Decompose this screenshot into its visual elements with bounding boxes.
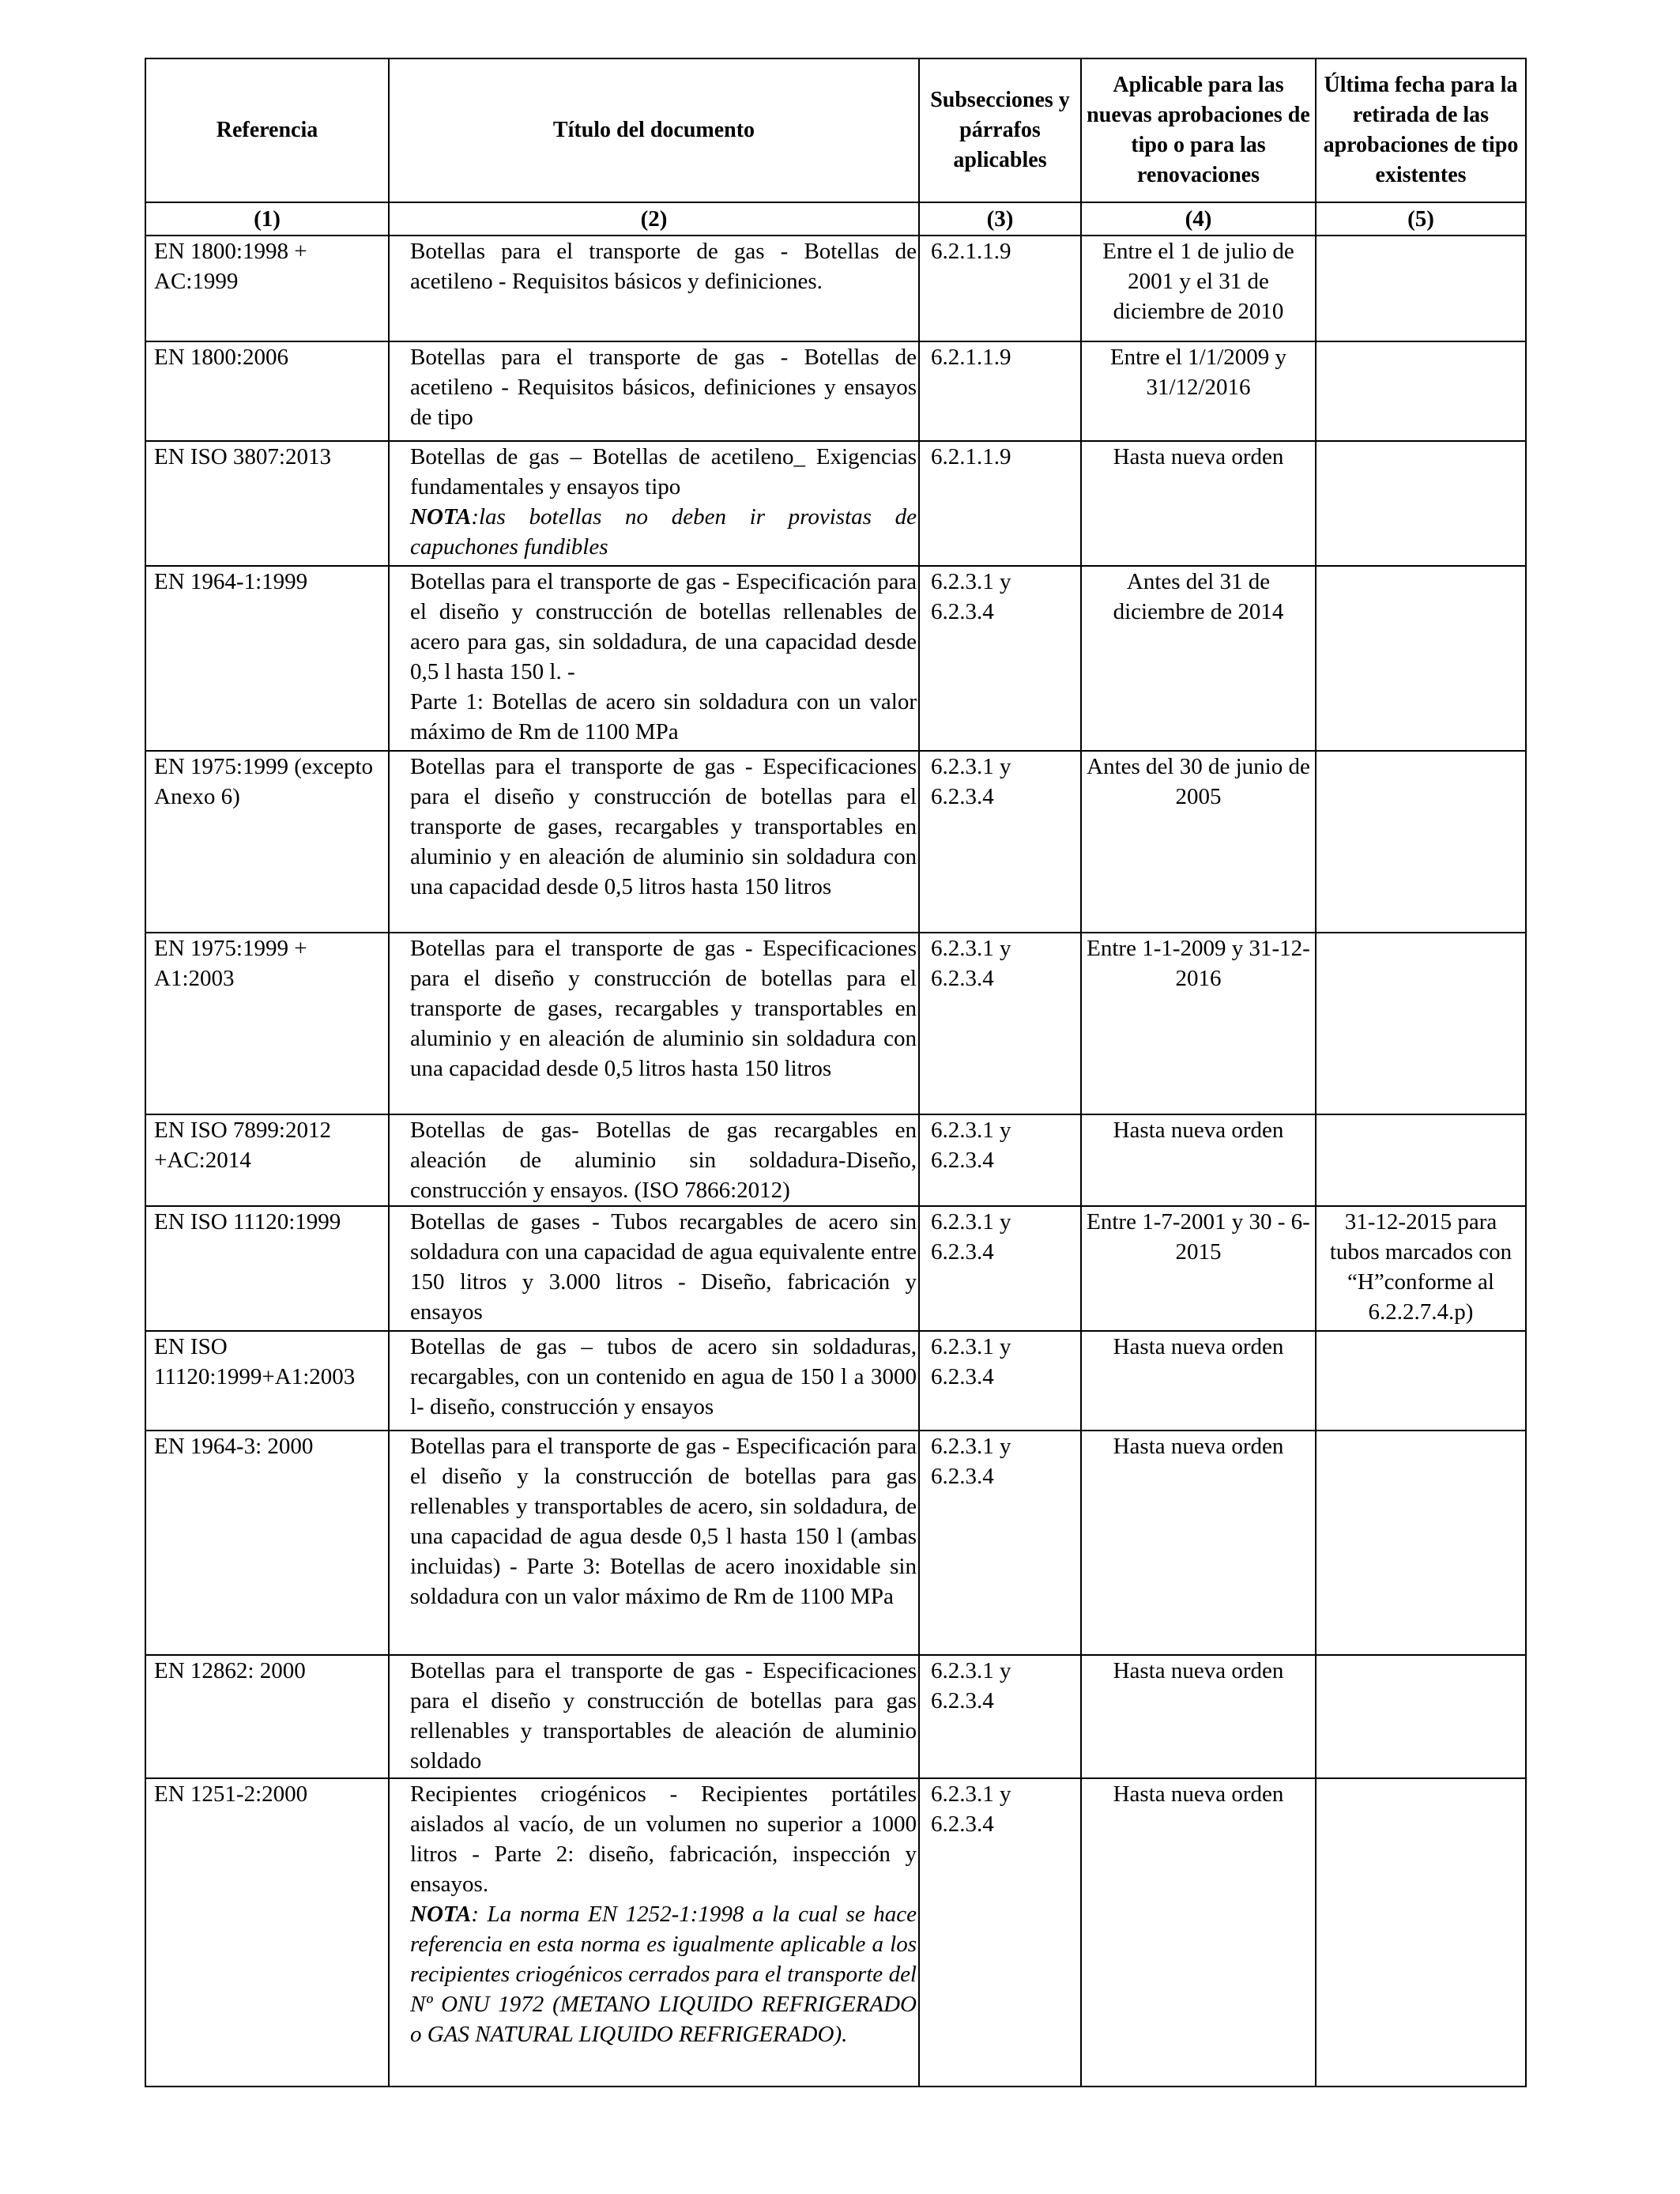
applicable-cell: Hasta nueva orden [1081,1431,1316,1655]
reference-cell: EN ISO 7899:2012 +AC:2014 [145,1114,389,1206]
reference-cell: EN 1964-1:1999 [145,566,389,751]
subsection-cell: 6.2.3.1 y 6.2.3.4 [919,751,1081,933]
applicable-cell: Entre el 1/1/2009 y 31/12/2016 [1081,341,1316,441]
column-number-row [145,202,1526,236]
applicable-cell: Hasta nueva orden [1081,1655,1316,1778]
applicable-cell: Entre el 1 de julio de 2001 y el 31 de diciembre de 2010 [1081,236,1316,341]
title-cell: Botellas de gas- Botellas de gas recargables en aleación de aluminio sin soldadura-Diseño, construcción y ensayos. (ISO 7866:2012) [389,1114,919,1206]
subsection-cell: 6.2.1.1.9 [919,236,1081,341]
header-row [145,58,1526,202]
withdrawal-cell [1316,1114,1526,1206]
note-label: NOTA [410,1902,472,1927]
subsection-cell: 6.2.3.1 y 6.2.3.4 [919,1331,1081,1431]
reference-cell: EN 1964-3: 2000 [145,1431,389,1655]
title-part-text: Parte 1: Botellas de acero sin soldadura con un valor máximo de Rm de 1100 MPa [410,689,917,745]
table-row [145,1206,1526,1331]
subsection-cell: 6.2.3.1 y 6.2.3.4 [919,1431,1081,1655]
subsection-cell: 6.2.3.1 y 6.2.3.4 [919,1655,1081,1778]
withdrawal-cell [1316,751,1526,933]
table-row [145,1778,1526,2087]
title-cell: Botellas para el transporte de gas - Botellas de acetileno - Requisitos básicos, definiciones y ensayos de tipo [389,341,919,441]
withdrawal-cell [1316,341,1526,441]
withdrawal-cell [1316,566,1526,751]
applicable-cell: Entre 1-1-2009 y 31-12-2016 [1081,933,1316,1114]
column-number: (2) [389,202,919,236]
subsection-cell: 6.2.3.1 y 6.2.3.4 [919,1778,1081,2087]
header-titulo: Título del documento [389,58,919,202]
reference-cell: EN 1800:1998 + AC:1999 [145,236,389,341]
reference-cell: EN 1251-2:2000 [145,1778,389,2087]
withdrawal-cell [1316,933,1526,1114]
note-text [410,1902,917,2047]
withdrawal-cell: 31-12-2015 para tubos marcados con “H”conforme al 6.2.2.7.4.p) [1316,1206,1526,1331]
reference-cell: EN 1975:1999 (excepto Anexo 6) [145,751,389,933]
note-text [410,504,917,560]
title-text: Botellas de gas – Botellas de acetileno_ Exigencias fundamentales y ensayos tipo [410,444,917,499]
header-subsecciones: Subsecciones y párrafos aplicables [919,58,1081,202]
title-cell: Botellas para el transporte de gas - Especificaciones para el diseño y construcción de botellas para el transporte de gases, recargables y transportables en aluminio y en aleación de aluminio sin soldadura con una capacidad desde 0,5 litros hasta 150 litros [389,751,919,933]
table-row [145,341,1526,441]
table-row [145,441,1526,566]
table-row [145,1114,1526,1206]
note-body: : La norma EN 1252-1:1998 a la cual se hace referencia en esta norma es igualmente aplicable a los recipientes criogénicos cerrados para el transporte del Nº ONU 1972 (METANO LIQUIDO REFRIGERADO o GAS NATURAL LIQUIDO REFRIGERADO). [410,1902,917,2047]
subsection-cell: 6.2.1.1.9 [919,341,1081,441]
standards-table [145,58,1527,2087]
title-cell [389,566,919,751]
column-number: (4) [1081,202,1316,236]
withdrawal-cell [1316,1331,1526,1431]
applicable-cell: Antes del 31 de diciembre de 2014 [1081,566,1316,751]
reference-cell: EN 1800:2006 [145,341,389,441]
applicable-cell: Hasta nueva orden [1081,1331,1316,1431]
table-row [145,236,1526,341]
withdrawal-cell [1316,441,1526,566]
applicable-cell: Antes del 30 de junio de 2005 [1081,751,1316,933]
withdrawal-cell [1316,1431,1526,1655]
reference-cell: EN 1975:1999 + A1:2003 [145,933,389,1114]
title-cell: Botellas para el transporte de gas - Botellas de acetileno - Requisitos básicos y definiciones. [389,236,919,341]
table-row [145,1331,1526,1431]
column-number: (1) [145,202,389,236]
withdrawal-cell [1316,1655,1526,1778]
applicable-cell: Hasta nueva orden [1081,1114,1316,1206]
subsection-cell: 6.2.1.1.9 [919,441,1081,566]
header-referencia: Referencia [145,58,389,202]
table-row [145,1431,1526,1655]
reference-cell: EN ISO 11120:1999 [145,1206,389,1331]
applicable-cell: Entre 1-7-2001 y 30 - 6-2015 [1081,1206,1316,1331]
title-text: Botellas para el transporte de gas - Especificación para el diseño y construcción de botellas rellenables de acero para gas, sin soldadura, de una capacidad desde 0,5 l hasta 150 l. - [410,569,917,684]
title-cell: Botellas para el transporte de gas - Especificaciones para el diseño y construcción de botellas para el transporte de gases, recargables y transportables en aluminio y en aleación de aluminio sin soldadura con una capacidad desde 0,5 litros hasta 150 litros [389,933,919,1114]
applicable-cell: Hasta nueva orden [1081,441,1316,566]
reference-cell: EN ISO 3807:2013 [145,441,389,566]
title-cell: Botellas de gas – tubos de acero sin soldaduras, recargables, con un contenido en agua de 150 l a 3000 l- diseño, construcción y ensayos [389,1331,919,1431]
title-cell: Botellas para el transporte de gas - Especificación para el diseño y la construcción de botellas para gas rellenables y transportables de acero, sin soldadura, de una capacidad de agua desde 0,5 l hasta 150 l (ambas incluidas) - Parte 3: Botellas de acero inoxidable sin soldadura con un valor máximo de Rm de 1100 MPa [389,1431,919,1655]
table-row [145,566,1526,751]
reference-cell: EN 12862: 2000 [145,1655,389,1778]
header-aplicable: Aplicable para las nuevas aprobaciones de tipo o para las renovaciones [1081,58,1316,202]
title-cell: Botellas para el transporte de gas - Especificaciones para el diseño y construcción de botellas para gas rellenables y transportables de aleación de aluminio soldado [389,1655,919,1778]
title-cell [389,441,919,566]
note-label: NOTA [410,504,472,530]
table-row [145,1655,1526,1778]
reference-cell: EN ISO 11120:1999+A1:2003 [145,1331,389,1431]
header-ultima-fecha: Última fecha para la retirada de las aprobaciones de tipo existentes [1316,58,1526,202]
note-body: :las botellas no deben ir provistas de capuchones fundibles [410,504,917,560]
table-row [145,933,1526,1114]
column-number: (5) [1316,202,1526,236]
subsection-cell: 6.2.3.1 y 6.2.3.4 [919,566,1081,751]
subsection-cell: 6.2.3.1 y 6.2.3.4 [919,1206,1081,1331]
title-text: Recipientes criogénicos - Recipientes portátiles aislados al vacío, de un volumen no superior a 1000 litros - Parte 2: diseño, fabricación, inspección y ensayos. [410,1781,917,1897]
column-number: (3) [919,202,1081,236]
subsection-cell: 6.2.3.1 y 6.2.3.4 [919,933,1081,1114]
title-cell [389,1778,919,2087]
subsection-cell: 6.2.3.1 y 6.2.3.4 [919,1114,1081,1206]
applicable-cell: Hasta nueva orden [1081,1778,1316,2087]
title-cell: Botellas de gases - Tubos recargables de acero sin soldadura con una capacidad de agua equivalente entre 150 litros y 3.000 litros - Diseño, fabricación y ensayos [389,1206,919,1331]
table-row [145,751,1526,933]
withdrawal-cell [1316,1778,1526,2087]
withdrawal-cell [1316,236,1526,341]
